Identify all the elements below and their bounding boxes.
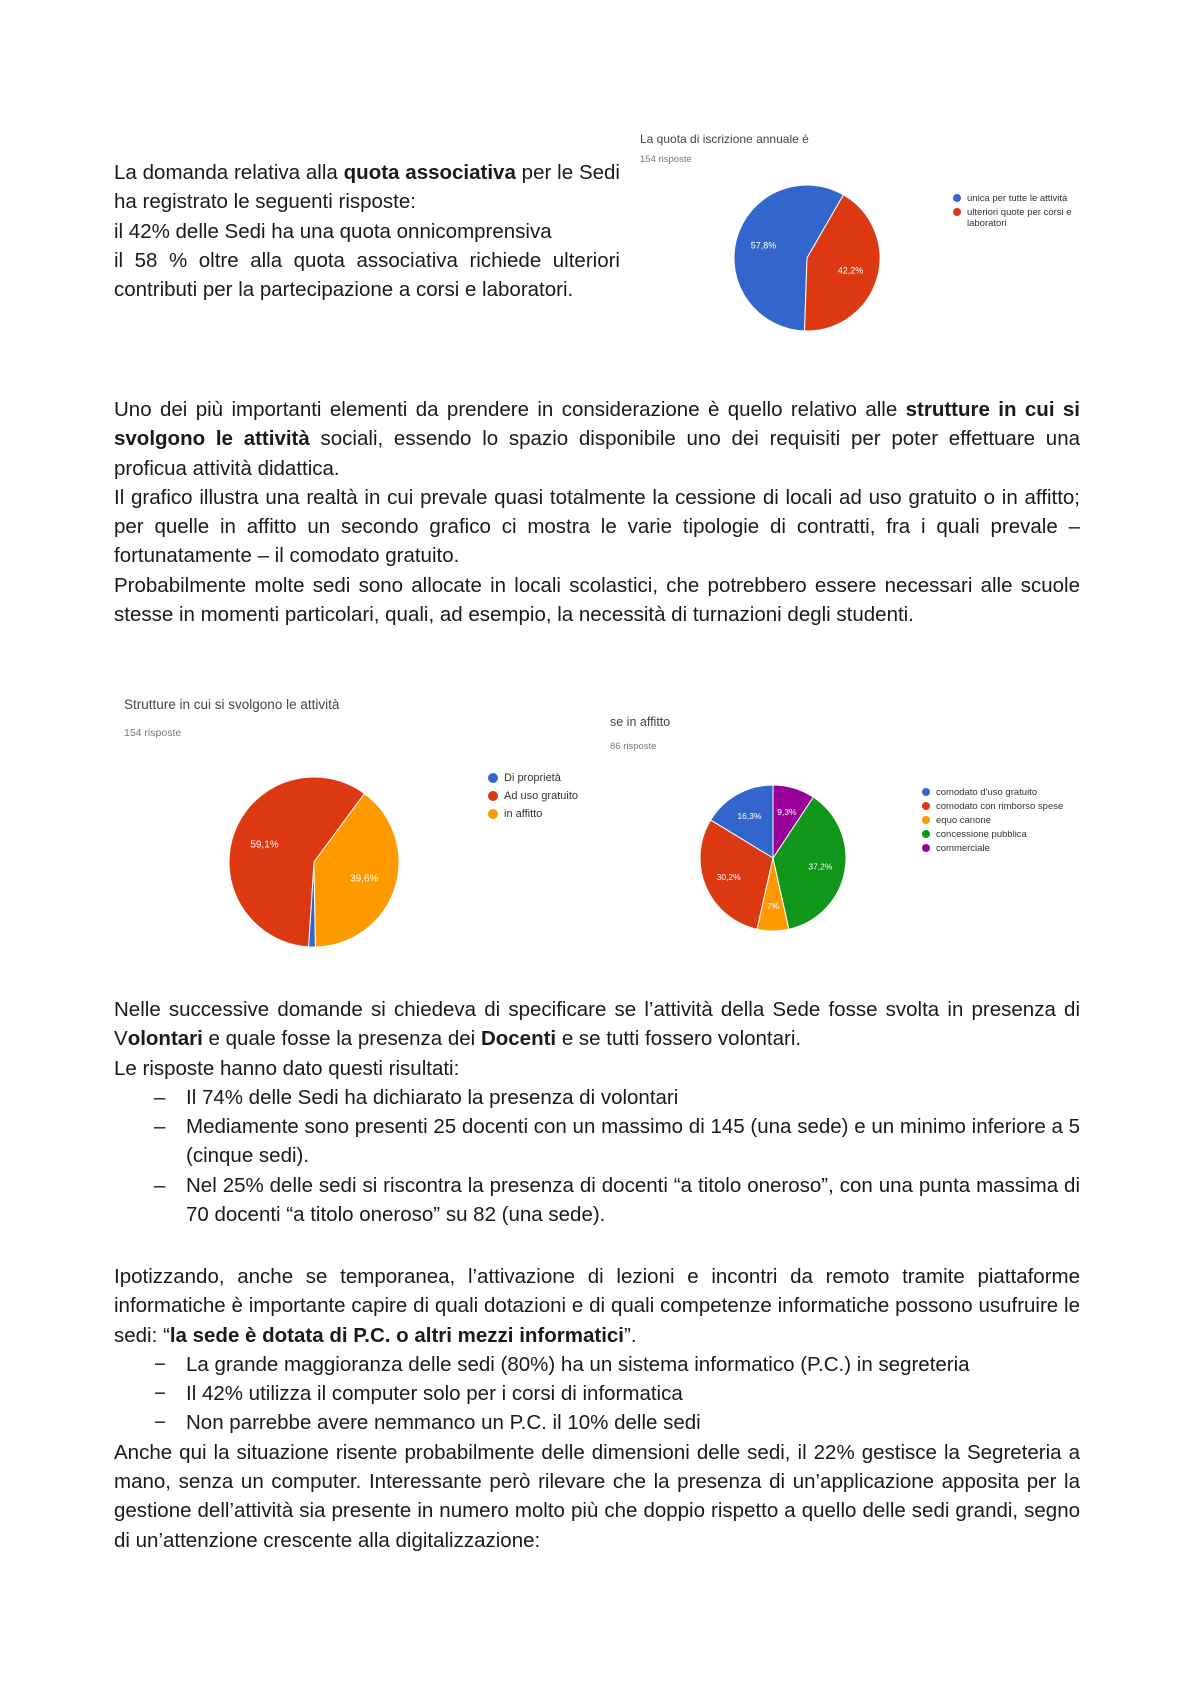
- informatica-list: [114, 1350, 1080, 1438]
- legend-swatch: [488, 791, 498, 801]
- chart-subtitle: 154 risposte: [124, 727, 182, 739]
- list-item-text: Mediamente sono presenti 25 docenti con un massimo di 145 (una sede) e un minimo inferiore a 5 (cinque sedi).: [186, 1115, 1080, 1168]
- slice-label: 59,1%: [250, 839, 279, 851]
- legend-label: Di proprietà: [504, 772, 561, 784]
- legend-swatch: [922, 802, 930, 810]
- legend-item: [953, 207, 1088, 229]
- strutture-bold: strutture in cui si svolgono le attività: [114, 398, 1080, 451]
- informatica-text-c: ”.: [624, 1323, 637, 1347]
- legend-swatch: [488, 773, 498, 783]
- legend-item: [488, 808, 598, 821]
- legend-swatch: [922, 830, 930, 838]
- legend-swatch: [953, 208, 961, 216]
- section-informatica-text: [114, 1262, 1080, 1555]
- informatica-bold: la sede è dotata di P.C. o altri mezzi informatici: [169, 1323, 624, 1347]
- intro-line-3: il 58 % oltre alla quota associativa richiede ulteriori contributi per la partecipazione a corsi e laboratori.: [114, 248, 620, 302]
- dash-marker: −: [154, 1411, 166, 1435]
- legend-item: [922, 843, 1090, 854]
- section-strutture-text: [114, 395, 1080, 629]
- legend-label: comodato d'uso gratuito: [936, 787, 1038, 798]
- legend-item: [488, 772, 598, 785]
- dash-marker: –: [154, 1173, 166, 1197]
- volontari-text-e: e se tutti fossero volontari.: [556, 1027, 802, 1051]
- dash-marker: −: [154, 1382, 166, 1406]
- legend-swatch: [922, 844, 930, 852]
- list-item-text: Il 74% delle Sedi ha dichiarato la presenza di volontari: [186, 1085, 679, 1109]
- strutture-paragraph-2: Il grafico illustra una realtà in cui prevale quasi totalmente la cessione di locali ad uso gratuito o in affitto; per quelle in affitto un secondo grafico ci mostra le varie tipologie di contratti, fra i quali prevale – fortunatamente – il comodato gratuito.: [114, 485, 1080, 568]
- list-item: [114, 1408, 1080, 1437]
- intro-paragraph: [114, 158, 620, 217]
- legend-label: concessione pubblica: [936, 829, 1027, 840]
- list-item: [114, 1112, 1080, 1171]
- slice-label: 7%: [766, 901, 780, 912]
- chart-legend: [953, 193, 1088, 232]
- slice-label: 37,2%: [808, 861, 833, 872]
- list-item: [114, 1083, 1080, 1112]
- chart-legend: [488, 772, 598, 826]
- pie-chart: [224, 772, 404, 952]
- dash-marker: –: [154, 1115, 166, 1139]
- list-item: [114, 1379, 1080, 1408]
- volontari-paragraph-2: Le risposte hanno dato questi risultati:: [114, 1056, 460, 1080]
- list-item-text: La grande maggioranza delle sedi (80%) ha un sistema informatico (P.C.) in segreteria: [186, 1352, 970, 1376]
- legend-swatch: [922, 788, 930, 796]
- chart-subtitle: 86 risposte: [610, 741, 657, 752]
- docenti-bold: Docenti: [480, 1027, 557, 1051]
- volontari-paragraph-1: [114, 995, 1080, 1054]
- chart-strutture: [124, 697, 594, 957]
- chart-legend: [922, 787, 1090, 857]
- legend-swatch: [922, 816, 930, 824]
- list-item-text: Il 42% utilizza il computer solo per i corsi di informatica: [186, 1382, 683, 1406]
- pie-chart: [722, 183, 892, 333]
- strutture-text-a: Uno dei più importanti elementi da prendere in considerazione è quello relativo alle: [114, 398, 906, 421]
- volontari-list: [114, 1083, 1080, 1229]
- strutture-text-b: sociali, essendo lo spazio disponibile uno dei requisiti per poter effettuare una proficua attività didattica.: [114, 427, 1080, 480]
- slice-label: 9,3%: [777, 806, 797, 817]
- legend-item: [922, 787, 1090, 798]
- intro-line-2: il 42% delle Sedi ha una quota onnicomprensiva: [114, 219, 552, 243]
- strutture-paragraph-3: Probabilmente molte sedi sono allocate in locali scolastici, che potrebbero essere necessari alle scuole stesse in momenti particolari, quali, ad esempio, la necessità di turnazioni degli studenti.: [114, 573, 1080, 627]
- intro-text-b: per le Sedi ha registrato le seguenti risposte:: [114, 161, 620, 214]
- intro-bold: quota associativa: [343, 161, 516, 184]
- intro-text-a: La domanda relativa alla: [114, 161, 344, 184]
- legend-item: [922, 829, 1090, 840]
- pie-chart: [698, 783, 848, 933]
- slice-label: 16,3%: [737, 810, 762, 821]
- list-item: [114, 1350, 1080, 1379]
- chart-title: Strutture in cui si svolgono le attività: [124, 697, 340, 712]
- legend-label: ulteriori quote per corsi e laboratori: [967, 207, 1072, 229]
- slice-label: 57,8%: [750, 240, 777, 251]
- legend-item: [488, 790, 598, 803]
- slice-label: 42,2%: [837, 265, 864, 276]
- legend-label: commerciale: [936, 843, 990, 854]
- informatica-paragraph-1: [114, 1262, 1080, 1350]
- volontari-text-a: Nelle successive domande si chiedeva di specificare se l’attività della Sede fosse svolta in presenza di V: [114, 998, 1080, 1051]
- legend-item: [922, 815, 1090, 826]
- strutture-paragraph-1: [114, 395, 1080, 483]
- legend-label: Ad uso gratuito: [504, 790, 578, 802]
- chart-quota-iscrizione: [640, 128, 1100, 338]
- intro-text: [114, 158, 620, 304]
- legend-label: comodato con rimborso spese: [936, 801, 1064, 812]
- informatica-text-a: Ipotizzando, anche se temporanea, l’attivazione di lezioni e incontri da remoto tramite piattaforme informatiche è importante capire di quali dotazioni e di quali competenze informatiche possono usufruire le sedi: “: [114, 1265, 1080, 1347]
- legend-label: unica per tutte le attività: [967, 193, 1068, 204]
- legend-swatch: [488, 809, 498, 819]
- dash-marker: –: [154, 1085, 166, 1109]
- chart-title: La quota di iscrizione annuale è: [640, 132, 809, 146]
- slice-label: 39,6%: [350, 873, 379, 885]
- volontari-text-c: e quale fosse la presenza dei: [202, 1027, 481, 1051]
- legend-label: equo canone: [936, 815, 991, 826]
- dash-marker: −: [154, 1352, 166, 1376]
- section-volontari-text: [114, 995, 1080, 1229]
- legend-item: [922, 801, 1090, 812]
- chart-title: se in affitto: [610, 715, 671, 729]
- list-item-text: Nel 25% delle sedi si riscontra la presenza di docenti “a titolo oneroso”, con una punta massima di 70 docenti “a titolo oneroso” su 82 (una sede).: [186, 1173, 1080, 1227]
- list-item-text: Non parrebbe avere nemmanco un P.C. il 10% delle sedi: [186, 1411, 701, 1435]
- chart-subtitle: 154 risposte: [640, 154, 692, 165]
- list-item: [114, 1171, 1080, 1230]
- legend-label: in affitto: [504, 808, 543, 820]
- volontari-bold: olontari: [127, 1027, 203, 1051]
- legend-item: [953, 193, 1088, 204]
- legend-swatch: [953, 194, 961, 202]
- informatica-paragraph-2: Anche qui la situazione risente probabilmente delle dimensioni delle sedi, il 22% gestisce la Segreteria a mano, senza un computer. Interessante però rilevare che la presenza di un’applicazione apposita per la gestione dell’attività sia presente in numero molto più che doppio rispetto a quello delle sedi grandi, segno di un’attenzione crescente alla digitalizzazione:: [114, 1440, 1080, 1552]
- chart-se-in-affitto: [610, 715, 1090, 965]
- slice-label: 30,2%: [716, 871, 741, 882]
